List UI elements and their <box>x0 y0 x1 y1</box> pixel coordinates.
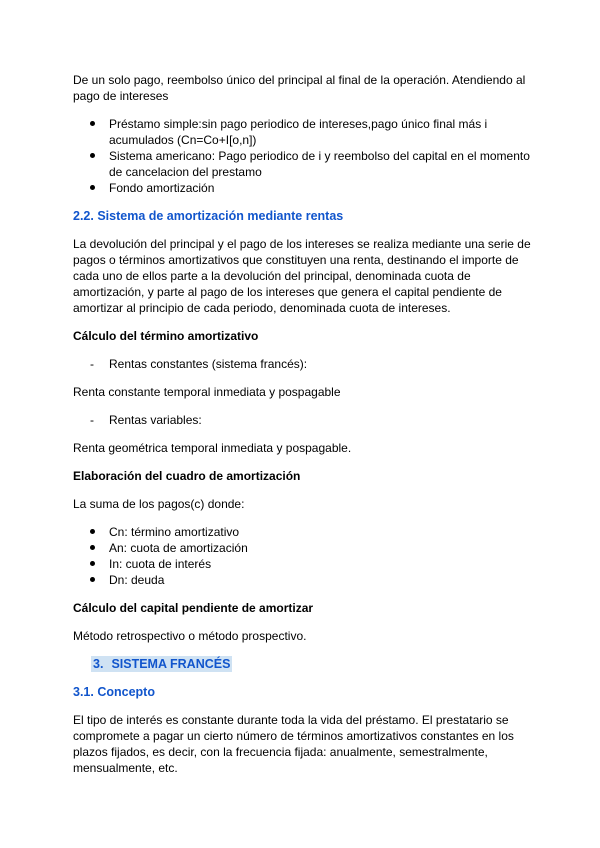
renta-geometrica-text: Renta geométrica temporal inmediata y pospagable. <box>73 441 352 455</box>
list-item: An: cuota de amortización <box>73 540 533 556</box>
interest-list <box>73 116 533 196</box>
list-item: - Rentas constantes (sistema francés): <box>73 356 533 372</box>
section-2-2-heading: 2.2. Sistema de amortización mediante rentas <box>73 209 344 223</box>
list-item: In: cuota de interés <box>73 556 533 572</box>
document-content <box>73 72 533 788</box>
list-item: - Rentas variables: <box>73 412 533 428</box>
list-item: Fondo amortización <box>73 180 533 196</box>
section-3-number: 3. <box>93 657 104 671</box>
section-2-2-body: La devolución del principal y el pago de los intereses se realiza mediante una serie de pagos o términos amortizativos que constituyen una renta, destinando el importe de cada uno de ellos parte a la devolución del principal, denominada cuota de amortización, y parte al pago de los intereses que genera el capital pendiente de amortizar al principio de cada periodo, denominada cuota de intereses. <box>73 237 531 315</box>
section-3-title: SISTEMA FRANCÉS <box>111 657 231 671</box>
elaboracion-list <box>73 524 533 588</box>
renta-constante-text: Renta constante temporal inmediata y pospagable <box>73 385 341 399</box>
intro-paragraph: De un solo pago, reembolso único del principal al final de la operación. Atendiendo al pago de intereses <box>73 73 526 103</box>
list-item: Préstamo simple:sin pago periodico de intereses,pago único final más i acumulados (Cn=Co+I[o,n]) <box>73 116 533 148</box>
list-item: Cn: término amortizativo <box>73 524 533 540</box>
rentas-variables-list <box>73 412 533 428</box>
rentas-constantes-list <box>73 356 533 372</box>
elaboracion-heading: Elaboración del cuadro de amortización <box>73 469 301 483</box>
section-3-heading <box>91 656 232 672</box>
section-3-1-heading: 3.1. Concepto <box>73 685 155 699</box>
list-item: Sistema americano: Pago periodico de i y reembolso del capital en el momento de cancelacion del prestamo <box>73 148 533 180</box>
list-item: Dn: deuda <box>73 572 533 588</box>
calculo-capital-body: Método retrospectivo o método prospectivo. <box>73 629 307 643</box>
calculo-capital-heading: Cálculo del capital pendiente de amortizar <box>73 601 314 615</box>
calculo-termino-heading: Cálculo del término amortizativo <box>73 329 259 343</box>
section-3-1-body: El tipo de interés es constante durante toda la vida del préstamo. El prestatario se compromete a pagar un cierto número de términos amortizativos constantes en los plazos fijados, es decir, con la frecuencia fijada: anualmente, semestralmente, mensualmente, etc. <box>73 713 514 775</box>
elaboracion-intro: La suma de los pagos(c) donde: <box>73 497 245 511</box>
